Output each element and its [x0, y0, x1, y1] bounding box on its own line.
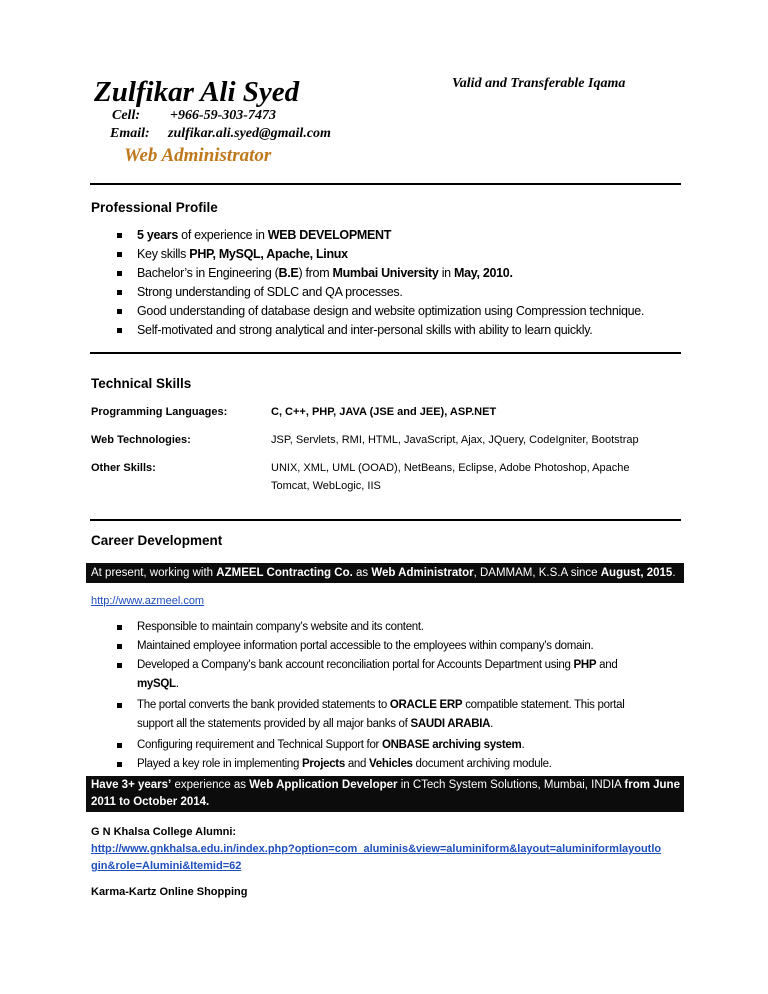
skill-value: JSP, Servlets, RMI, HTML, JavaScript, Ajax, JQuery, CodeIgniter, Bootstrap: [271, 434, 639, 446]
skill-value: UNIX, XML, UML (OOAD), NetBeans, Eclipse, Adobe Photoshop, Apache: [271, 462, 630, 474]
section-heading-career: Career Development: [91, 533, 223, 548]
list-item: Configuring requirement and Technical Support for ONBASE archiving system.: [113, 736, 624, 755]
cell-label: Cell:: [112, 108, 140, 123]
list-item: Key skills PHP, MySQL, Apache, Linux: [113, 245, 644, 264]
list-item: Self-motivated and strong analytical and inter-personal skills with ability to learn quickly.: [113, 321, 644, 340]
project-title: Karma-Kartz Online Shopping: [91, 886, 248, 898]
list-item: Maintained employee information portal accessible to the employees within company’s domain.: [113, 637, 624, 656]
divider: [90, 183, 681, 185]
list-item: Strong understanding of SDLC and QA processes.: [113, 283, 644, 302]
list-item: 5 years of experience in WEB DEVELOPMENT: [113, 226, 644, 245]
list-item: The portal converts the bank provided statements to ORACLE ERP compatible statement. This portal support all the statements provided by all major banks of SAUDI ARABIA.: [113, 696, 624, 736]
skill-label: Programming Languages:: [91, 406, 228, 418]
company-link[interactable]: http://www.azmeel.com: [91, 595, 205, 607]
iqama-status: Valid and Transferable Iqama: [452, 76, 626, 91]
section-heading-profile: Professional Profile: [91, 200, 218, 215]
job-title: Web Administrator: [124, 145, 272, 166]
cell-value: +966-59-303-7473: [170, 108, 276, 123]
email-value[interactable]: zulfikar.ali.syed@gmail.com: [168, 126, 331, 141]
skill-label: Web Technologies:: [91, 434, 191, 446]
email-line: [110, 126, 331, 142]
skill-value: Tomcat, WebLogic, IIS: [271, 480, 381, 492]
alumni-label: G N Khalsa College Alumni:: [91, 826, 237, 838]
candidate-name: Zulfikar Ali Syed: [94, 76, 300, 108]
skill-value: C, C++, PHP, JAVA (JSE and JEE), ASP.NET: [271, 406, 497, 418]
list-item: Responsible to maintain company’s website and its content.: [113, 618, 624, 637]
profile-list: [113, 226, 644, 340]
email-label: Email:: [110, 126, 150, 141]
cell-line: [112, 108, 276, 124]
alumni-link[interactable]: http://www.gnkhalsa.edu.in/index.php?option=com_aluminis&view=aluminiform&layout=aluminiformlayoutlo: [91, 843, 662, 855]
alumni-link-cont[interactable]: gin&role=Alumini&Itemid=62: [91, 860, 242, 872]
job-band-current: At present, working with AZMEEL Contracting Co. as Web Administrator, DAMMAM, K.S.A since August, 2015.: [86, 563, 684, 583]
section-heading-skills: Technical Skills: [91, 376, 192, 391]
list-item: Good understanding of database design and website optimization using Compression technique.: [113, 302, 644, 321]
list-item: Played a key role in implementing Projects and Vehicles document archiving module.: [113, 755, 624, 774]
list-item: Developed a Company’s bank account reconciliation portal for Accounts Department using PHP and mySQL.: [113, 656, 624, 696]
divider: [90, 352, 681, 354]
job-duties-list: [113, 618, 624, 774]
divider: [90, 519, 681, 521]
skill-label: Other Skills:: [91, 462, 156, 474]
job-band-previous: Have 3+ years’ experience as Web Application Developer in CTech System Solutions, Mumbai, INDIA from June 2011 to October 2014.: [86, 776, 684, 812]
list-item: Bachelor’s in Engineering (B.E) from Mumbai University in May, 2010.: [113, 264, 644, 283]
